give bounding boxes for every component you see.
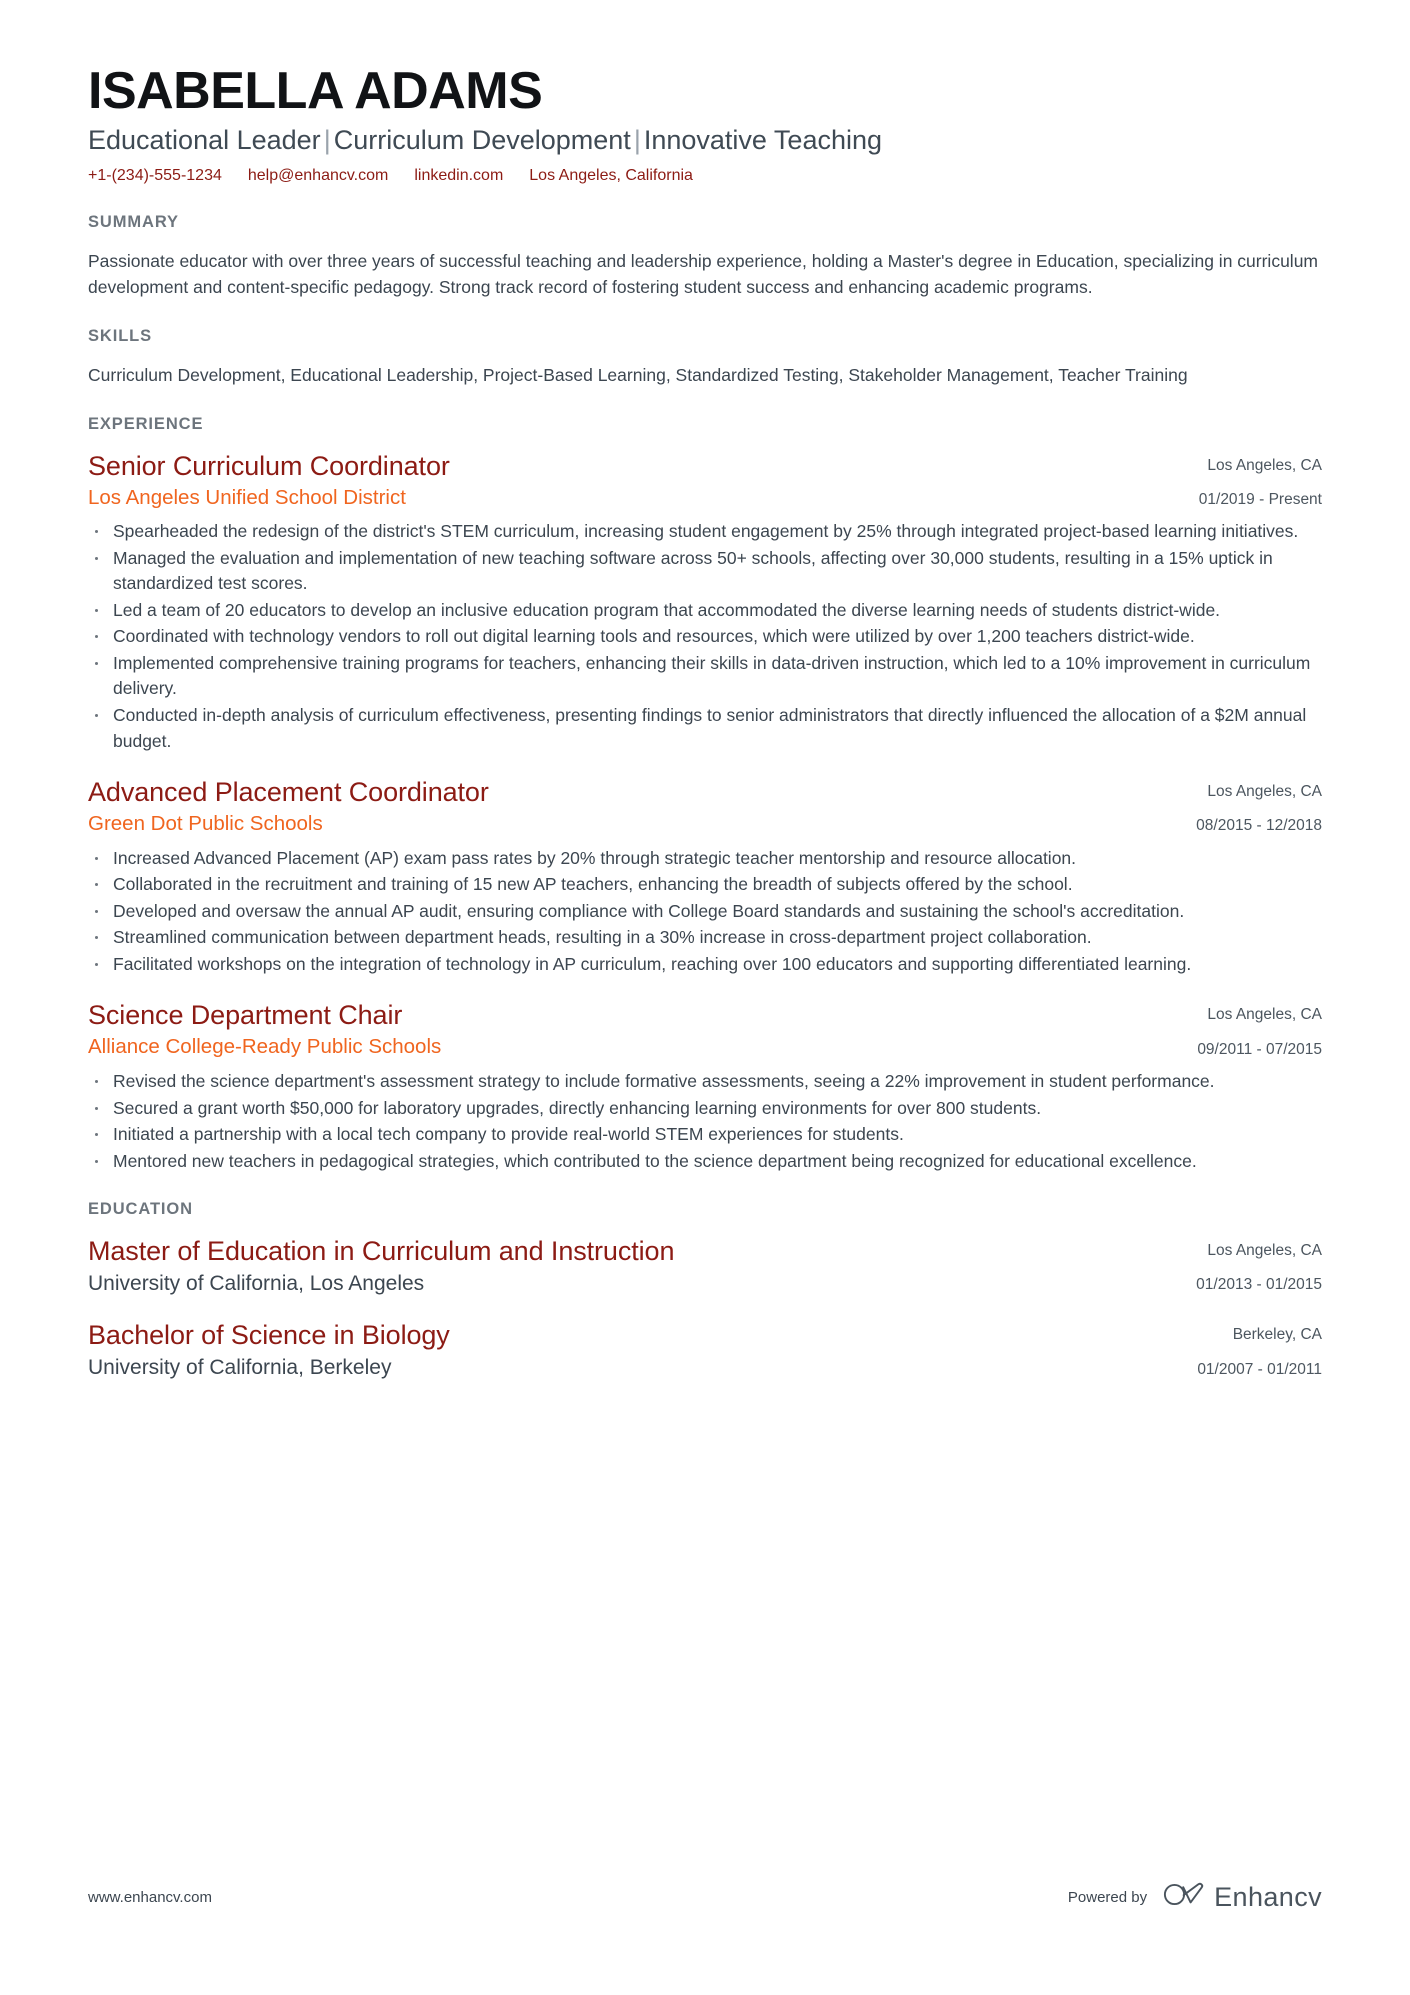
contact-phone[interactable]: +1-(234)-555-1234 — [88, 166, 222, 184]
list-item: Conducted in-depth analysis of curriculum effectiveness, presenting findings to senior administrators that directly influenced the allocation of a $2M annual budget. — [88, 703, 1322, 754]
list-item: Secured a grant worth $50,000 for laboratory upgrades, directly enhancing learning environments for over 800 students. — [88, 1096, 1322, 1122]
contact-email[interactable]: help@enhancv.com — [247, 166, 389, 184]
education-entry-main — [88, 1319, 1118, 1381]
headline-separator-2: | — [633, 125, 641, 156]
footer-brand — [1068, 1881, 1322, 1913]
education-entry — [88, 1235, 1322, 1297]
headline-separator-1: | — [323, 125, 331, 156]
education-entry-header — [88, 1319, 1322, 1381]
section-heading-summary: SUMMARY — [88, 212, 179, 231]
page-footer — [88, 1881, 1322, 1913]
experience-entry-bullets — [88, 846, 1322, 978]
education-entry-title: Master of Education in Curriculum and Instruction — [88, 1236, 675, 1267]
education-entry-organization: University of California, Berkeley — [88, 1356, 392, 1380]
list-item: Streamlined communication between department heads, resulting in a 30% increase in cross-department project collaboration. — [88, 925, 1322, 951]
education-entry — [88, 1319, 1322, 1381]
education-entry-meta — [1142, 1235, 1322, 1295]
education-entry-location: Los Angeles, CA — [1207, 1242, 1322, 1260]
list-item: Increased Advanced Placement (AP) exam pass rates by 20% through strategic teacher mentorship and resource allocation. — [88, 846, 1322, 872]
list-item: Revised the science department's assessment strategy to include formative assessments, seeing a 22% improvement in student performance. — [88, 1069, 1322, 1095]
list-item: Coordinated with technology vendors to roll out digital learning tools and resources, which were utilized by over 1,200 teachers district-wide. — [88, 624, 1322, 650]
experience-entry-date-range: 08/2015 - 12/2018 — [1196, 817, 1322, 835]
experience-entry — [88, 999, 1322, 1174]
headline-part-1: Educational Leader — [88, 125, 321, 156]
experience-entry-organization: Green Dot Public Schools — [88, 812, 323, 835]
education-entry-location: Berkeley, CA — [1232, 1326, 1322, 1344]
experience-entry-header — [88, 450, 1322, 512]
experience-entry-location: Los Angeles, CA — [1207, 456, 1322, 474]
skills-text: Curriculum Development, Educational Leadership, Project-Based Learning, Standardized Testing, Stakeholder Management, Teacher Training — [88, 364, 1188, 385]
page-title: ISABELLA ADAMS — [88, 62, 543, 120]
education-entry-date-range: 01/2007 - 01/2011 — [1197, 1360, 1322, 1378]
summary-text: Passionate educator with over three years of successful teaching and leadership experience, holding a Master's degree in Education, specializing in curriculum development and content-specific pedagogy. Strong track record of fostering student success and enhancing academic programs. — [88, 250, 1318, 298]
experience-entry-organization: Los Angeles Unified School District — [88, 485, 406, 509]
experience-entry-meta — [1142, 450, 1322, 510]
contact-location: Los Angeles, California — [529, 166, 693, 184]
enhancv-wordmark: Enhancv — [1214, 1881, 1322, 1912]
experience-entry-date-range: 01/2019 - Present — [1198, 490, 1322, 508]
education-entry-title: Bachelor of Science in Biology — [88, 1320, 450, 1351]
education-entry-meta — [1142, 1319, 1322, 1379]
experience-entry-header — [88, 776, 1322, 838]
powered-by-label: Powered by — [1067, 1888, 1148, 1906]
list-item: Collaborated in the recruitment and training of 15 new AP teachers, enhancing the breadth of subjects offered by the school. — [88, 872, 1322, 898]
list-item: Facilitated workshops on the integration of technology in AP curriculum, reaching over 100 educators and supporting differentiated learning. — [88, 952, 1322, 978]
experience-entry-organization: Alliance College-Ready Public Schools — [88, 1035, 442, 1059]
experience-entry-title: Advanced Placement Coordinator — [88, 777, 489, 808]
footer-website-url[interactable]: www.enhancv.com — [88, 1888, 212, 1906]
list-item: Initiated a partnership with a local tech company to provide real-world STEM experiences for students. — [88, 1122, 1322, 1148]
education-entry-main — [88, 1235, 1118, 1297]
list-item: Mentored new teachers in pedagogical strategies, which contributed to the science department being recognized for educational excellence. — [88, 1149, 1322, 1175]
experience-entry-title: Science Department Chair — [88, 1000, 403, 1031]
experience-entry-location: Los Angeles, CA — [1207, 1006, 1322, 1024]
list-item: Implemented comprehensive training programs for teachers, enhancing their skills in data-driven instruction, which led to a 10% improvement in curriculum delivery. — [88, 651, 1322, 702]
experience-entry-title: Senior Curriculum Coordinator — [88, 450, 450, 481]
headline-part-3: Innovative Teaching — [643, 125, 883, 156]
enhancv-logo — [1163, 1881, 1322, 1913]
education-entry-date-range: 01/2013 - 01/2015 — [1196, 1276, 1322, 1294]
experience-list — [88, 450, 1322, 1175]
list-item: Led a team of 20 educators to develop an inclusive education program that accommodated the diverse learning needs of students district-wide. — [88, 598, 1322, 624]
section-summary — [88, 213, 1322, 301]
list-item: Developed and oversaw the annual AP audit, ensuring compliance with College Board standards and sustaining the school's accreditation. — [88, 899, 1322, 925]
section-heading-skills: SKILLS — [88, 326, 153, 345]
education-entry-organization: University of California, Los Angeles — [88, 1272, 425, 1296]
section-heading-experience: EXPERIENCE — [88, 414, 204, 433]
experience-entry — [88, 450, 1322, 755]
experience-entry-meta — [1142, 776, 1322, 836]
experience-entry-header — [88, 999, 1322, 1061]
experience-entry-date-range: 09/2011 - 07/2015 — [1197, 1040, 1322, 1058]
list-item: Spearheaded the redesign of the district's STEM curriculum, increasing student engagement by 25% through integrated project-based learning initiatives. — [88, 519, 1322, 545]
section-heading-education: EDUCATION — [88, 1200, 193, 1219]
resume-header — [88, 62, 1322, 187]
professional-headline — [88, 124, 1322, 158]
section-education — [88, 1200, 1322, 1381]
experience-entry-main — [88, 999, 1118, 1061]
section-experience — [88, 415, 1322, 1175]
section-skills — [88, 327, 1322, 389]
contact-row — [88, 166, 1322, 187]
experience-entry-bullets — [88, 1069, 1322, 1174]
headline-part-2: Curriculum Development — [333, 125, 631, 156]
experience-entry-meta — [1142, 999, 1322, 1059]
experience-entry-main — [88, 450, 1118, 512]
experience-entry-main — [88, 776, 1118, 838]
education-list — [88, 1235, 1322, 1381]
experience-entry-bullets — [88, 519, 1322, 754]
education-entry-header — [88, 1235, 1322, 1297]
contact-linkedin[interactable]: linkedin.com — [414, 166, 504, 184]
experience-entry — [88, 776, 1322, 977]
experience-entry-location: Los Angeles, CA — [1207, 783, 1322, 801]
enhancv-loop-icon — [1163, 1881, 1205, 1913]
list-item: Managed the evaluation and implementation of new teaching software across 50+ schools, affecting over 30,000 students, resulting in a 15% uptick in standardized test scores. — [88, 546, 1322, 597]
